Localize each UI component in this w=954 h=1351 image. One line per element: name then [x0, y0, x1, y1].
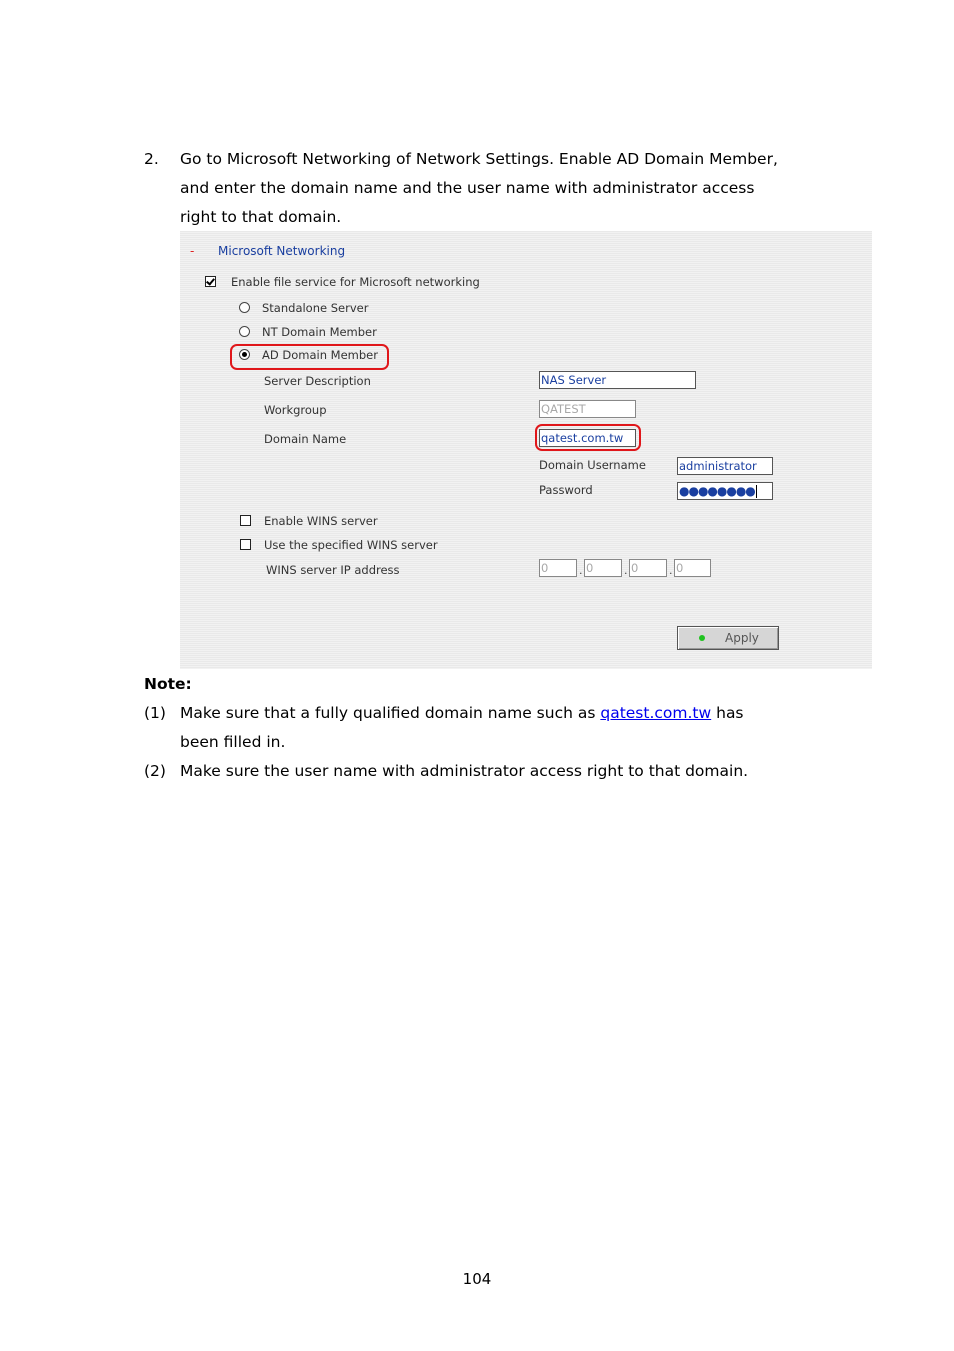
use-specified-wins-checkbox[interactable] [240, 539, 251, 550]
wins-ip-octet-4[interactable]: 0 [674, 559, 711, 577]
password-input[interactable] [677, 482, 773, 500]
enable-file-service-label: Enable file service for Microsoft networking [231, 275, 480, 289]
server-description-input[interactable]: NAS Server [539, 371, 696, 389]
wins-ip-octet-3[interactable]: 0 [629, 559, 667, 577]
step-text-line-3: right to that domain. [180, 208, 342, 226]
note-1-line-2: been filled in. [180, 733, 286, 751]
apply-button-label: Apply [725, 631, 759, 645]
domain-name-label: Domain Name [264, 432, 347, 446]
step-text-line-1: Go to Microsoft Networking of Network Settings. Enable AD Domain Member, [180, 150, 778, 168]
domain-username-label: Domain Username [539, 458, 646, 472]
workgroup-label: Workgroup [264, 403, 327, 417]
wins-ip-octet-2[interactable]: 0 [584, 559, 622, 577]
page-number: 104 [462, 1270, 492, 1288]
step-text-line-2: and enter the domain name and the user name with administrator access [180, 179, 755, 197]
note-1-text-after: has [711, 704, 744, 722]
step-number: 2. [144, 150, 159, 168]
ip-separator: . [624, 564, 628, 577]
use-specified-wins-label: Use the specified WINS server [264, 538, 438, 552]
domain-name-input[interactable]: qatest.com.tw [539, 429, 636, 447]
nt-domain-member-label: NT Domain Member [262, 325, 377, 339]
password-value: ●●●●●●●● [679, 484, 755, 498]
workgroup-input[interactable]: QATEST [539, 400, 636, 418]
wins-ip-octet-1[interactable]: 0 [539, 559, 577, 577]
note-2-line-1: Make sure the user name with administrator access right to that domain. [180, 762, 749, 780]
microsoft-networking-panel [180, 231, 872, 669]
note-number-2: (2) [144, 762, 166, 780]
standalone-server-radio[interactable] [239, 302, 250, 313]
ad-domain-member-label: AD Domain Member [262, 348, 378, 362]
ip-separator: . [579, 564, 583, 577]
note-heading: Note: [144, 675, 192, 693]
wins-ip-label: WINS server IP address [266, 563, 400, 577]
standalone-server-label: Standalone Server [262, 301, 369, 315]
ip-separator: . [669, 564, 673, 577]
domain-example-link[interactable]: qatest.com.tw [600, 704, 712, 722]
domain-username-input[interactable]: administrator [677, 457, 773, 475]
nt-domain-member-radio[interactable] [239, 326, 250, 337]
text-caret [756, 485, 757, 498]
note-1-text-before: Make sure that a fully qualified domain name such as [180, 704, 601, 722]
enable-wins-checkbox[interactable] [240, 515, 251, 526]
server-description-label: Server Description [264, 374, 371, 388]
ad-domain-highlight-ring [230, 344, 389, 370]
note-1-line-1 [180, 699, 744, 728]
note-number-1: (1) [144, 704, 166, 722]
section-title: Microsoft Networking [218, 244, 346, 258]
enable-file-service-checkbox[interactable] [205, 276, 216, 287]
apply-button[interactable] [677, 626, 779, 650]
collapse-marker[interactable]: - [190, 244, 195, 258]
status-dot-icon [699, 635, 705, 641]
password-label: Password [539, 483, 593, 497]
enable-wins-label: Enable WINS server [264, 514, 378, 528]
domain-name-highlight-ring [535, 424, 641, 451]
